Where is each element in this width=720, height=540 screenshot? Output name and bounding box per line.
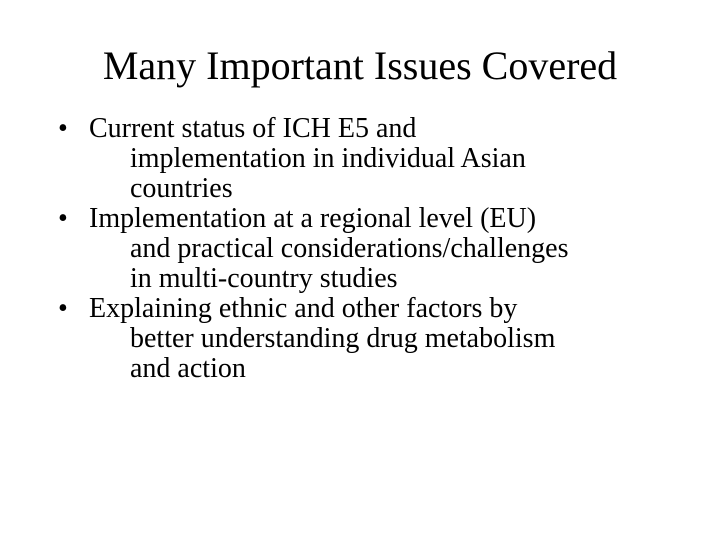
bullet-item-ethnic-factors	[58, 294, 698, 384]
bullet-icon: •	[58, 293, 68, 324]
slide-title: Many Important Issues Covered	[102, 43, 618, 88]
bullet-text-line: Explaining ethnic and other factors by	[89, 293, 518, 324]
bullet-text-line: better understanding drug metabolism	[130, 323, 556, 354]
bullet-list	[58, 114, 698, 384]
bullet-icon: •	[58, 203, 68, 234]
bullet-item-regional-implementation	[58, 204, 698, 294]
bullet-text-line: in multi-country studies	[130, 263, 398, 294]
bullet-text-line: countries	[130, 173, 233, 204]
bullet-text-line: implementation in individual Asian	[130, 143, 526, 174]
bullet-text-line: Implementation at a regional level (EU)	[89, 203, 537, 234]
bullet-text-line: and action	[130, 353, 246, 384]
bullet-icon: •	[58, 113, 68, 144]
bullet-item-ich-e5-status	[58, 114, 698, 204]
bullet-text-line: and practical considerations/challenges	[130, 233, 569, 264]
bullet-text-line: Current status of ICH E5 and	[89, 113, 417, 144]
